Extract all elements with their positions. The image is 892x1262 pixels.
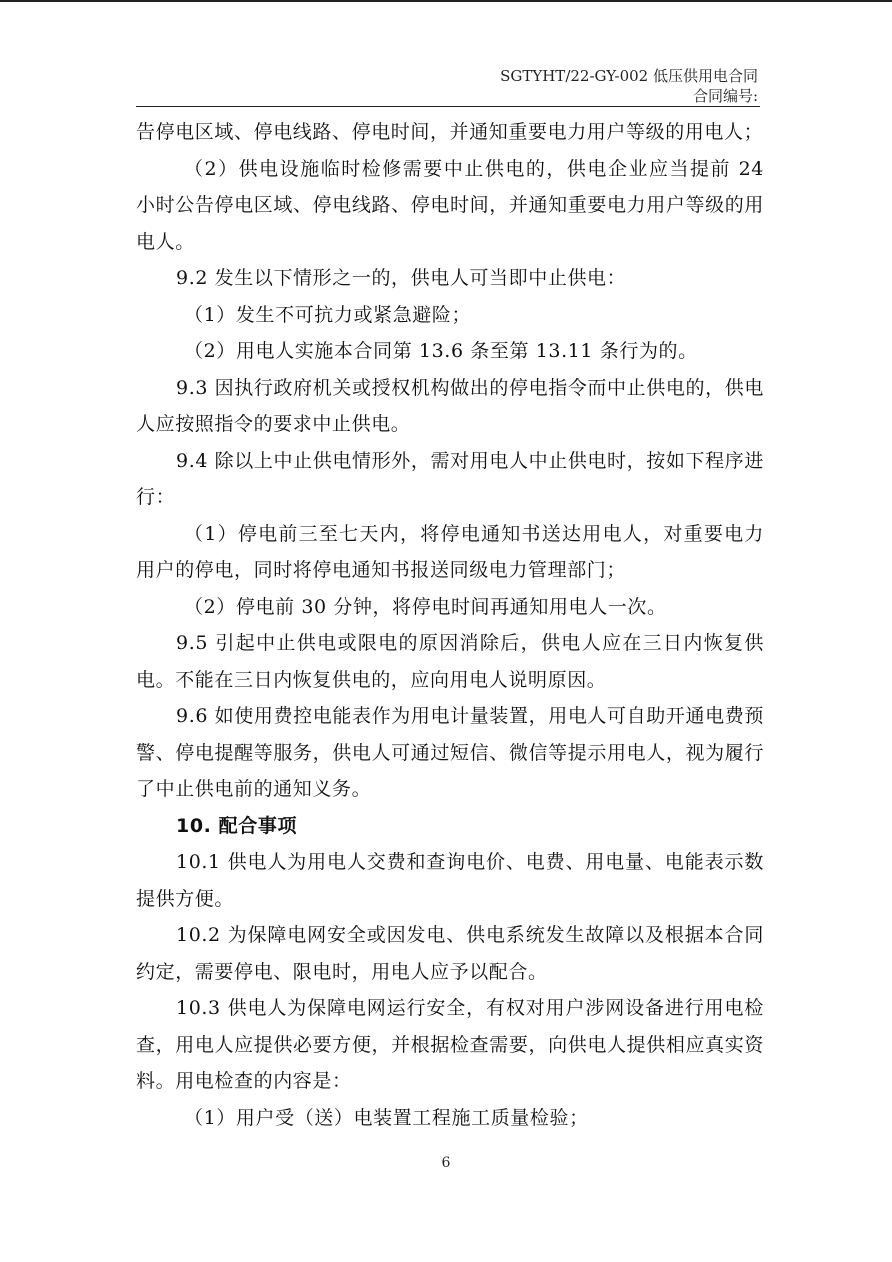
running-header — [136, 66, 758, 86]
header-code: SGTYHT/22-GY-002 — [500, 67, 649, 85]
page-number: 6 — [441, 1155, 451, 1171]
page-top-border — [0, 0, 892, 2]
list-item: （2）停电前 30 分钟，将停电时间再通知用电人一次。 — [184, 595, 667, 618]
contract-number-label: 合同编号: — [692, 87, 758, 105]
paragraph: 告停电区域、停电线路、停电时间，并通知重要电力用户等级的用电人； — [136, 121, 764, 143]
paragraph: 10.1 供电人为用电人交费和查询电价、电费、用电量、电能表示数提供方便。 — [136, 851, 764, 910]
paragraph: 9.5 引起中止供电或限电的原因消除后，供电人应在三日内恢复供电。不能在三日内恢复供电的，应向用电人说明原因。 — [136, 632, 764, 691]
paragraph: 9.6 如使用费控电能表作为用电计量装置，用电人可自助开通电费预警、停电提醒等服务，供电人可通过短信、微信等提示用电人，视为履行了中止供电前的通知义务。 — [136, 705, 764, 800]
header-doc-title: 低压供用电合同 — [652, 67, 758, 85]
header-rule — [136, 106, 760, 107]
list-item: （1）停电前三至七天内，将停电通知书送达用电人，对重要电力用户的停电，同时将停电通知书报送同级电力管理部门； — [136, 522, 764, 581]
paragraph: 9.4 除以上中止供电情形外，需对用电人中止供电时，按如下程序进行： — [136, 449, 764, 508]
paragraph: 9.3 因执行政府机关或授权机构做出的停电指令而中止供电的，供电人应按照指令的要求中止供电。 — [136, 376, 764, 435]
section-heading: 10. 配合事项 — [176, 814, 298, 837]
document-body — [136, 114, 764, 1136]
paragraph: 10.2 为保障电网安全或因发电、供电系统发生故障以及根据本合同约定，需要停电、限电时，用电人应予以配合。 — [136, 924, 764, 983]
paragraph: （2）供电设施临时检修需要中止供电的，供电企业应当提前 24 小时公告停电区域、停电线路、停电时间，并通知重要电力用户等级的用电人。 — [136, 157, 764, 253]
clause-heading: 9.2 发生以下情形之一的，供电人可当即中止供电： — [176, 267, 627, 289]
list-item: （1）发生不可抗力或紧急避险； — [184, 303, 472, 326]
list-item: （2）用电人实施本合同第 13.6 条至第 13.11 条行为的。 — [184, 340, 698, 362]
paragraph: 10.3 供电人为保障电网运行安全，有权对用户涉网设备进行用电检查，用电人应提供必要方便，并根据检查需要，向供电人提供相应真实资料。用电检查的内容是： — [136, 997, 764, 1092]
running-header-line2 — [136, 86, 758, 106]
list-item: （1）用户受（送）电装置工程施工质量检验； — [184, 1106, 589, 1129]
